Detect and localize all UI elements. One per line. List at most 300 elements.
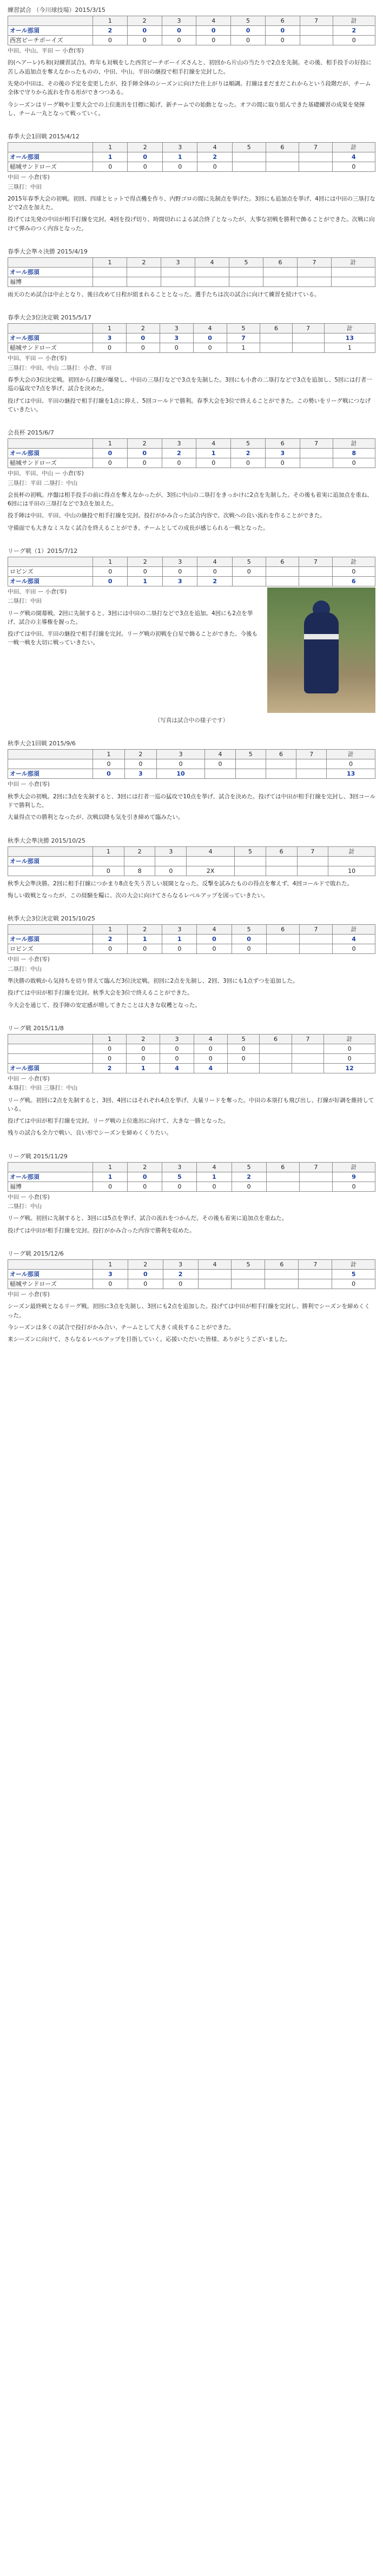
hitters-line: 二塁打：中山 bbox=[8, 965, 42, 972]
scoreboard-team-row bbox=[8, 935, 375, 944]
game-section bbox=[8, 1024, 375, 1138]
score-inning bbox=[266, 935, 299, 944]
score-inning bbox=[299, 944, 332, 954]
scoreboard-team-row bbox=[8, 1063, 375, 1073]
score-inning bbox=[299, 576, 333, 586]
score-inning bbox=[227, 1063, 259, 1073]
score-inning bbox=[292, 333, 324, 343]
scoreboard-table bbox=[8, 1259, 375, 1289]
scoreboard-header-cell bbox=[8, 750, 93, 759]
scoreboard-header-cell: 1 bbox=[93, 1162, 128, 1172]
scoreboard-table bbox=[8, 142, 375, 172]
score-inning bbox=[195, 277, 229, 286]
score-inning: 0 bbox=[193, 343, 227, 353]
scoreboard-header-cell: 計 bbox=[332, 1259, 375, 1269]
team-name: オール那須 bbox=[8, 935, 93, 944]
score-inning bbox=[300, 26, 333, 36]
scoreboard-header-cell: 3 bbox=[162, 557, 197, 566]
score-inning bbox=[265, 1279, 299, 1289]
score-inning: 0 bbox=[93, 1279, 128, 1289]
game-report-paragraph: 会長杯の初戦。序盤は相手投手の前に得点を奪えなかったが、3回に中山の二塁打をきっかけに2点を先制した。その後も着実に追加点を重ね、6回には平田の三塁打などで3点を加えた。 bbox=[8, 491, 373, 508]
game-report-paragraph: 投手陣は中田、平田、中山の継投で相手打線を完封。投打がかみ合った試合内容で、次戦への良い流れを作ることができた。 bbox=[8, 512, 326, 519]
scoreboard-header-cell: 6 bbox=[260, 324, 292, 333]
scoreboard-header-cell: 4 bbox=[197, 925, 232, 935]
score-inning: 3 bbox=[124, 769, 156, 779]
scoreboard-header-cell: 2 bbox=[124, 846, 155, 856]
scoreboard-header-row bbox=[8, 750, 375, 759]
score-inning: 0 bbox=[93, 162, 128, 172]
score-inning: 4 bbox=[160, 1063, 194, 1073]
game-report-paragraph: 投げては中田が相手打線を完封。秋季大会を3位で終えることができた。 bbox=[8, 990, 193, 997]
score-inning: 0 bbox=[162, 458, 196, 468]
score-inning bbox=[266, 759, 296, 769]
score-total: 0 bbox=[327, 759, 375, 769]
scoreboard-header-cell: 5 bbox=[232, 1162, 266, 1172]
game-title: 秋季大会準決勝 2015/10/25 bbox=[8, 837, 85, 844]
score-total: 0 bbox=[333, 944, 375, 954]
score-inning: 3 bbox=[160, 333, 193, 343]
score-inning: 10 bbox=[156, 769, 205, 779]
scoreboard-header-cell: 7 bbox=[299, 1259, 332, 1269]
game-section bbox=[8, 914, 375, 1010]
score-inning: 0 bbox=[160, 1053, 194, 1063]
team-name bbox=[8, 1053, 93, 1063]
game-report-paragraph: 来シーズンに向けて、さらなるレベルアップを目指していく。応援いただいた皆様、ありがとうございました。 bbox=[8, 1336, 291, 1343]
score-total: 9 bbox=[333, 1172, 375, 1182]
game-report-paragraph: 雨天のため試合は中止となり、後日改めて日程が組まれることとなった。選手たちは次の試合に向けて練習を続けている。 bbox=[8, 291, 320, 298]
scoreboard-header-cell: 4 bbox=[205, 750, 235, 759]
game-photo bbox=[267, 588, 375, 713]
score-inning: 0 bbox=[127, 449, 162, 458]
game-report-paragraph: 今大会を通じて、投手陣の安定感が増してきたことは大きな収穫となった。 bbox=[8, 1002, 201, 1009]
scoreboard-header-cell bbox=[8, 257, 93, 267]
scoreboard-table bbox=[8, 16, 375, 45]
pitchers-line: 中田、平田 ー 小倉(零) bbox=[8, 355, 67, 362]
score-inning bbox=[161, 267, 195, 277]
scoreboard-header-cell: 7 bbox=[300, 16, 333, 26]
score-inning bbox=[155, 856, 187, 866]
score-inning: 0 bbox=[93, 1182, 128, 1191]
score-inning: 0 bbox=[265, 458, 300, 468]
scoreboard-header-cell: 計 bbox=[333, 16, 375, 26]
score-inning: 1 bbox=[196, 449, 231, 458]
score-inning: 0 bbox=[155, 866, 187, 876]
game-title: リーグ戦 2015/12/6 bbox=[8, 1250, 64, 1257]
score-inning: 0 bbox=[231, 36, 266, 45]
game-report-paragraph: リーグ戦。初回に先制すると、3回には5点を挙げ、試合の流れをつかんだ。その後も着実に追加点を重ねた。 bbox=[8, 1215, 287, 1222]
scoreboard-header-cell: 6 bbox=[266, 557, 299, 566]
score-inning: 0 bbox=[128, 566, 162, 576]
score-inning: 0 bbox=[93, 944, 128, 954]
scoreboard-header-cell: 5 bbox=[229, 257, 263, 267]
score-inning: 0 bbox=[128, 1182, 162, 1191]
score-inning bbox=[299, 162, 333, 172]
score-inning: 5 bbox=[162, 1172, 197, 1182]
photo-stripe bbox=[304, 634, 339, 639]
score-inning bbox=[205, 769, 235, 779]
team-name: オール那須 bbox=[8, 576, 93, 586]
score-inning: 0 bbox=[227, 1053, 259, 1063]
scoreboard-header-cell: 6 bbox=[266, 750, 296, 759]
score-total: 0 bbox=[333, 458, 375, 468]
scoreboard-header-cell bbox=[8, 143, 93, 152]
score-inning: 2 bbox=[231, 449, 266, 458]
score-inning: 0 bbox=[127, 458, 162, 468]
score-inning: 0 bbox=[93, 343, 127, 353]
scoreboard-header-row bbox=[8, 439, 375, 449]
score-inning bbox=[300, 449, 333, 458]
score-inning bbox=[93, 856, 124, 866]
score-inning bbox=[232, 152, 266, 162]
score-inning: 0 bbox=[126, 343, 160, 353]
scoreboard-header-cell: 4 bbox=[197, 143, 232, 152]
score-inning: 0 bbox=[162, 26, 196, 36]
team-name: 稲城サンドローズ bbox=[8, 1279, 93, 1289]
team-name: オール那須 bbox=[8, 449, 93, 458]
scoreboard-header-cell: 6 bbox=[263, 257, 298, 267]
team-name bbox=[8, 866, 93, 876]
pitchers-line: 中田、中山、平田 ー 小倉(零) bbox=[8, 48, 84, 55]
scoreboard-team-row bbox=[8, 458, 375, 468]
score-inning: 0 bbox=[128, 1172, 162, 1182]
scoreboard-table bbox=[8, 257, 375, 287]
score-total: 10 bbox=[328, 866, 375, 876]
score-total: 5 bbox=[332, 1269, 375, 1279]
scoreboard-header-cell: 7 bbox=[292, 1034, 323, 1044]
score-inning bbox=[296, 759, 327, 769]
scoreboard-team-row bbox=[8, 449, 375, 458]
score-inning: 3 bbox=[93, 1269, 128, 1279]
scoreboard-header-cell: 3 bbox=[160, 1034, 194, 1044]
scoreboard-header-cell: 5 bbox=[227, 1034, 259, 1044]
scoreboard-team-row bbox=[8, 1053, 375, 1063]
pitchers-line: 中田 ー 小倉(零) bbox=[8, 1291, 50, 1298]
scoreboard-header-cell: 7 bbox=[299, 143, 333, 152]
scoreboard-header-cell: 7 bbox=[298, 257, 332, 267]
score-inning bbox=[229, 277, 263, 286]
team-name bbox=[8, 1044, 93, 1053]
score-inning: 0 bbox=[93, 759, 125, 769]
game-section bbox=[8, 428, 375, 532]
score-inning: 0 bbox=[196, 458, 231, 468]
scoreboard-team-row bbox=[8, 1044, 375, 1053]
score-inning bbox=[299, 1182, 332, 1191]
scoreboard-header-cell: 計 bbox=[333, 1162, 375, 1172]
score-inning: 0 bbox=[162, 162, 197, 172]
scoreboard-header-cell: 4 bbox=[197, 1162, 232, 1172]
scoreboard-header-cell: 計 bbox=[333, 925, 375, 935]
game-report-paragraph: 春季大会の3位決定戦。初回から打線が爆発し、中田の三塁打などで3点を先制した。3回にも小倉の二塁打などで3点を追加し、5回には打者一巡の猛攻で7点を挙げ、試合を決めた。 bbox=[8, 377, 372, 392]
game-report-paragraph: 先発の中田は、その後の予定を変更したが、投手陣全体のシーズンに向けた仕上がりは順調。打線はまだまだこれからという段階だが、チーム全体で守りから流れを作る形ができつつある。 bbox=[8, 80, 371, 96]
score-inning bbox=[299, 152, 333, 162]
game-report-paragraph: 投げては中田、平田の継投で相手打線を1点に抑え、5回コールドで勝利。春季大会を3位で終えることができた。この勢いをリーグ戦につなげていきたい。 bbox=[8, 397, 371, 413]
scoreboard-header-cell: 7 bbox=[299, 925, 332, 935]
team-name: ロビンズ bbox=[8, 566, 93, 576]
game-title: リーグ戦 2015/11/29 bbox=[8, 1152, 68, 1160]
score-inning: 1 bbox=[162, 152, 197, 162]
score-inning bbox=[161, 277, 195, 286]
scoreboard-team-row bbox=[8, 1182, 375, 1191]
scoreboard-header-cell bbox=[8, 16, 93, 26]
photo-figure bbox=[304, 612, 339, 693]
score-inning: 1 bbox=[227, 343, 260, 353]
score-total: 0 bbox=[333, 1182, 375, 1191]
scoreboard-team-row bbox=[8, 162, 375, 172]
score-total: 4 bbox=[333, 935, 375, 944]
score-inning: 1 bbox=[127, 1063, 160, 1073]
team-name: オール那須 bbox=[8, 333, 93, 343]
score-inning bbox=[235, 769, 266, 779]
scoreboard-header-cell: 1 bbox=[93, 1259, 128, 1269]
score-inning: 0 bbox=[162, 944, 197, 954]
game-title: 春季大会3位決定戦 2015/5/17 bbox=[8, 314, 91, 322]
score-inning: 2 bbox=[93, 1063, 127, 1073]
scoreboard-header-row bbox=[8, 257, 375, 267]
scoreboard-team-row bbox=[8, 944, 375, 954]
score-inning bbox=[187, 856, 235, 866]
scoreboard-team-row bbox=[8, 343, 375, 353]
scoreboard-header-cell: 計 bbox=[324, 324, 375, 333]
scoreboard-header-cell: 6 bbox=[265, 1259, 299, 1269]
score-inning: 0 bbox=[128, 1269, 163, 1279]
score-inning: 0 bbox=[160, 1044, 194, 1053]
game-section bbox=[8, 1249, 375, 1344]
game-report-paragraph: 残りの試合も全力で戦い、良い形でシーズンを締めくくりたい。 bbox=[8, 1130, 172, 1137]
team-name: ロビンズ bbox=[8, 944, 93, 954]
score-inning: 0 bbox=[194, 1053, 227, 1063]
score-inning: 0 bbox=[127, 1053, 160, 1063]
score-inning: 0 bbox=[197, 566, 232, 576]
scoreboard-header-cell: 6 bbox=[265, 439, 300, 449]
scoreboard-header-row bbox=[8, 1259, 375, 1269]
scoreboard-header-cell: 2 bbox=[127, 1034, 160, 1044]
scoreboard-header-row bbox=[8, 846, 375, 856]
game-title: リーグ戦（1）2015/7/12 bbox=[8, 547, 78, 555]
score-inning: 0 bbox=[227, 1044, 259, 1053]
scoreboard-header-cell: 3 bbox=[162, 16, 196, 26]
pitchers-line: 中田 ー 小倉(零) bbox=[8, 1076, 50, 1083]
scoreboard-header-cell: 4 bbox=[193, 324, 227, 333]
scoreboard-header-cell: 6 bbox=[266, 1162, 299, 1172]
score-inning: 0 bbox=[160, 343, 193, 353]
scoreboard-header-cell: 3 bbox=[160, 324, 193, 333]
scoreboard-header-cell: 1 bbox=[93, 750, 125, 759]
scoreboard-table bbox=[8, 924, 375, 954]
score-total: 13 bbox=[327, 769, 375, 779]
game-title: 春季大会準々決勝 2015/4/19 bbox=[8, 248, 88, 255]
scoreboard-header-cell: 7 bbox=[297, 846, 328, 856]
score-inning: 0 bbox=[162, 1182, 197, 1191]
team-name: オール那須 bbox=[8, 1172, 93, 1182]
game-report-paragraph: 秋季大会準決勝。2回に相手打線につかまり8点を失う苦しい展開となった。反撃を試みたものの得点を奪えず、4回コールドで敗れた。 bbox=[8, 880, 353, 887]
score-inning bbox=[124, 856, 155, 866]
scoreboard-header-cell: 2 bbox=[127, 439, 162, 449]
score-inning: 0 bbox=[93, 866, 124, 876]
score-inning: 2 bbox=[162, 449, 196, 458]
scoreboard-table bbox=[8, 438, 375, 468]
team-name bbox=[8, 759, 93, 769]
score-inning: 0 bbox=[128, 152, 162, 162]
score-inning: 1 bbox=[93, 1172, 128, 1182]
score-inning: 1 bbox=[128, 576, 162, 586]
scoreboard-header-cell: 2 bbox=[127, 257, 161, 267]
score-inning bbox=[300, 458, 333, 468]
game-section bbox=[8, 546, 375, 725]
game-photo-block bbox=[267, 588, 375, 713]
score-inning bbox=[266, 1172, 299, 1182]
game-title: 秋季大会3位決定戦 2015/10/25 bbox=[8, 915, 95, 923]
score-inning bbox=[266, 769, 296, 779]
scoreboard-header-cell: 4 bbox=[197, 557, 232, 566]
score-inning: 0 bbox=[126, 333, 160, 343]
scoreboard-table bbox=[8, 846, 375, 876]
scoreboard-header-cell: 1 bbox=[93, 257, 127, 267]
score-inning bbox=[260, 1053, 292, 1063]
score-inning bbox=[235, 759, 266, 769]
hitters-line: 二塁打：中山 bbox=[8, 1203, 42, 1210]
hitters-line: 本塁打：中田 三塁打：中山 bbox=[8, 1085, 78, 1092]
pitchers-line: 中田、平田、中山 ー 小倉(零) bbox=[8, 470, 84, 477]
score-inning bbox=[127, 267, 161, 277]
scoreboard-header-row bbox=[8, 324, 375, 333]
scoreboard-team-row bbox=[8, 26, 375, 36]
score-inning: 0 bbox=[194, 1044, 227, 1053]
score-total: 4 bbox=[332, 152, 375, 162]
scoreboard-header-cell: 4 bbox=[196, 16, 231, 26]
scoreboard-header-cell: 3 bbox=[162, 1162, 197, 1172]
score-inning: 2X bbox=[187, 866, 235, 876]
scoreboard-header-cell: 3 bbox=[162, 439, 196, 449]
score-total bbox=[332, 277, 375, 286]
score-inning bbox=[93, 267, 127, 277]
game-report-paragraph: 的(ヘアーレ)ち和(対練習試合)。昨年も対戦をした西宮ピーチボーイズさんと、初回から片山の当たりで2点を先制。その後、相手投手の好投に苦しみ追加点を奪えなかったものの、中田、中山、平田の継投で相手打線を完封した。 bbox=[8, 59, 372, 75]
scoreboard-header-cell: 7 bbox=[300, 439, 333, 449]
game-report-paragraph: 秋季大会の初戦。2回に3点を先制すると、3回には打者一巡の猛攻で10点を挙げ、試合を決めた。投げては中田が相手打線を完封し、3回コールドで勝利した。 bbox=[8, 793, 375, 809]
team-name: オール那須 bbox=[8, 769, 93, 779]
scoreboard-header-cell: 6 bbox=[266, 925, 299, 935]
score-total: 6 bbox=[332, 576, 375, 586]
score-inning: 1 bbox=[197, 1172, 232, 1182]
score-inning: 0 bbox=[93, 1053, 127, 1063]
scoreboard-header-cell: 4 bbox=[196, 439, 231, 449]
score-total: 0 bbox=[324, 1053, 375, 1063]
score-inning: 1 bbox=[128, 935, 162, 944]
team-name: オール那須 bbox=[8, 1269, 93, 1279]
game-report-paragraph: 投げては中田が相手打線を完封。投打がかみ合った内容で勝利を収めた。 bbox=[8, 1227, 195, 1234]
team-name: オール那須 bbox=[8, 26, 93, 36]
score-inning: 0 bbox=[197, 935, 232, 944]
scoreboard-header-cell bbox=[8, 439, 93, 449]
score-inning bbox=[232, 162, 266, 172]
scoreboard-team-row bbox=[8, 769, 375, 779]
scoreboard-header-cell bbox=[8, 557, 93, 566]
score-total: 0 bbox=[333, 36, 375, 45]
score-inning: 0 bbox=[163, 1279, 198, 1289]
pitchers-line: 中田 ー 小倉(零) bbox=[8, 174, 50, 181]
scoreboard-header-row bbox=[8, 557, 375, 566]
score-inning: 2 bbox=[93, 935, 128, 944]
score-inning: 4 bbox=[194, 1063, 227, 1073]
game-section bbox=[8, 132, 375, 233]
scoreboard-header-cell: 5 bbox=[232, 1259, 265, 1269]
team-name: オール那須 bbox=[8, 152, 93, 162]
scoreboard-header-cell: 4 bbox=[194, 1034, 227, 1044]
score-inning bbox=[260, 1044, 292, 1053]
scoreboard-header-cell: 2 bbox=[128, 1162, 162, 1172]
score-inning bbox=[232, 576, 266, 586]
game-section bbox=[8, 836, 375, 900]
scoreboard-team-row bbox=[8, 333, 375, 343]
pitchers-line: 中田、平田 ー 小倉(零) bbox=[8, 589, 67, 596]
score-inning: 8 bbox=[124, 866, 155, 876]
score-inning bbox=[266, 944, 299, 954]
scoreboard-header-cell: 5 bbox=[232, 557, 266, 566]
score-inning bbox=[292, 1063, 323, 1073]
score-inning: 0 bbox=[232, 1182, 266, 1191]
team-name: オール那須 bbox=[8, 267, 93, 277]
scoreboard-header-cell: 1 bbox=[93, 324, 127, 333]
score-inning: 0 bbox=[196, 26, 231, 36]
score-total: 2 bbox=[333, 26, 375, 36]
score-inning bbox=[299, 566, 333, 576]
team-name: 福博 bbox=[8, 277, 93, 286]
score-inning: 2 bbox=[197, 152, 232, 162]
scoreboard-header-row bbox=[8, 16, 375, 26]
scoreboard-header-cell: 3 bbox=[162, 925, 197, 935]
score-inning: 0 bbox=[232, 566, 266, 576]
scoreboard-header-cell: 2 bbox=[128, 925, 162, 935]
score-inning: 0 bbox=[128, 944, 162, 954]
team-name: 福博 bbox=[8, 1182, 93, 1191]
team-name: 稲城サンドローズ bbox=[8, 162, 93, 172]
score-inning bbox=[297, 866, 328, 876]
score-inning bbox=[300, 36, 333, 45]
scoreboard-header-cell: 計 bbox=[327, 750, 375, 759]
score-inning bbox=[299, 1172, 332, 1182]
scoreboard-header-cell: 5 bbox=[231, 16, 266, 26]
scoreboard-team-row bbox=[8, 36, 375, 45]
score-inning bbox=[266, 566, 299, 576]
scoreboard-table bbox=[8, 1034, 375, 1073]
game-title: 練習試合 （今川球技場）2015/3/15 bbox=[8, 6, 105, 14]
score-total: 12 bbox=[324, 1063, 375, 1073]
pitchers-line: 中田 ー 小倉(零) bbox=[8, 1193, 50, 1200]
scoreboard-header-cell: 4 bbox=[195, 257, 229, 267]
score-inning: 1 bbox=[93, 152, 128, 162]
scoreboard-header-cell: 5 bbox=[235, 846, 266, 856]
scoreboard-header-cell: 3 bbox=[162, 143, 197, 152]
score-inning: 2 bbox=[232, 1172, 266, 1182]
score-inning bbox=[260, 343, 292, 353]
score-total: 13 bbox=[324, 333, 375, 343]
scoreboard-header-cell: 3 bbox=[161, 257, 195, 267]
scoreboard-header-row bbox=[8, 1162, 375, 1172]
score-total bbox=[328, 856, 375, 866]
team-name: 稲城サンドローズ bbox=[8, 343, 93, 353]
scoreboard-header-cell: 5 bbox=[232, 925, 266, 935]
scoreboard-team-row bbox=[8, 152, 375, 162]
score-inning: 0 bbox=[265, 36, 300, 45]
scoreboard-table bbox=[8, 1162, 375, 1192]
scoreboard-header-cell: 7 bbox=[296, 750, 327, 759]
scoreboard-header-cell bbox=[8, 1034, 93, 1044]
scoreboard-header-cell: 6 bbox=[266, 143, 299, 152]
score-total: 0 bbox=[332, 566, 375, 576]
scoreboard-header-cell: 1 bbox=[93, 143, 128, 152]
scoreboard-header-cell: 1 bbox=[93, 557, 128, 566]
scoreboard-header-cell: 5 bbox=[231, 439, 266, 449]
scoreboard-header-cell: 1 bbox=[93, 1034, 127, 1044]
